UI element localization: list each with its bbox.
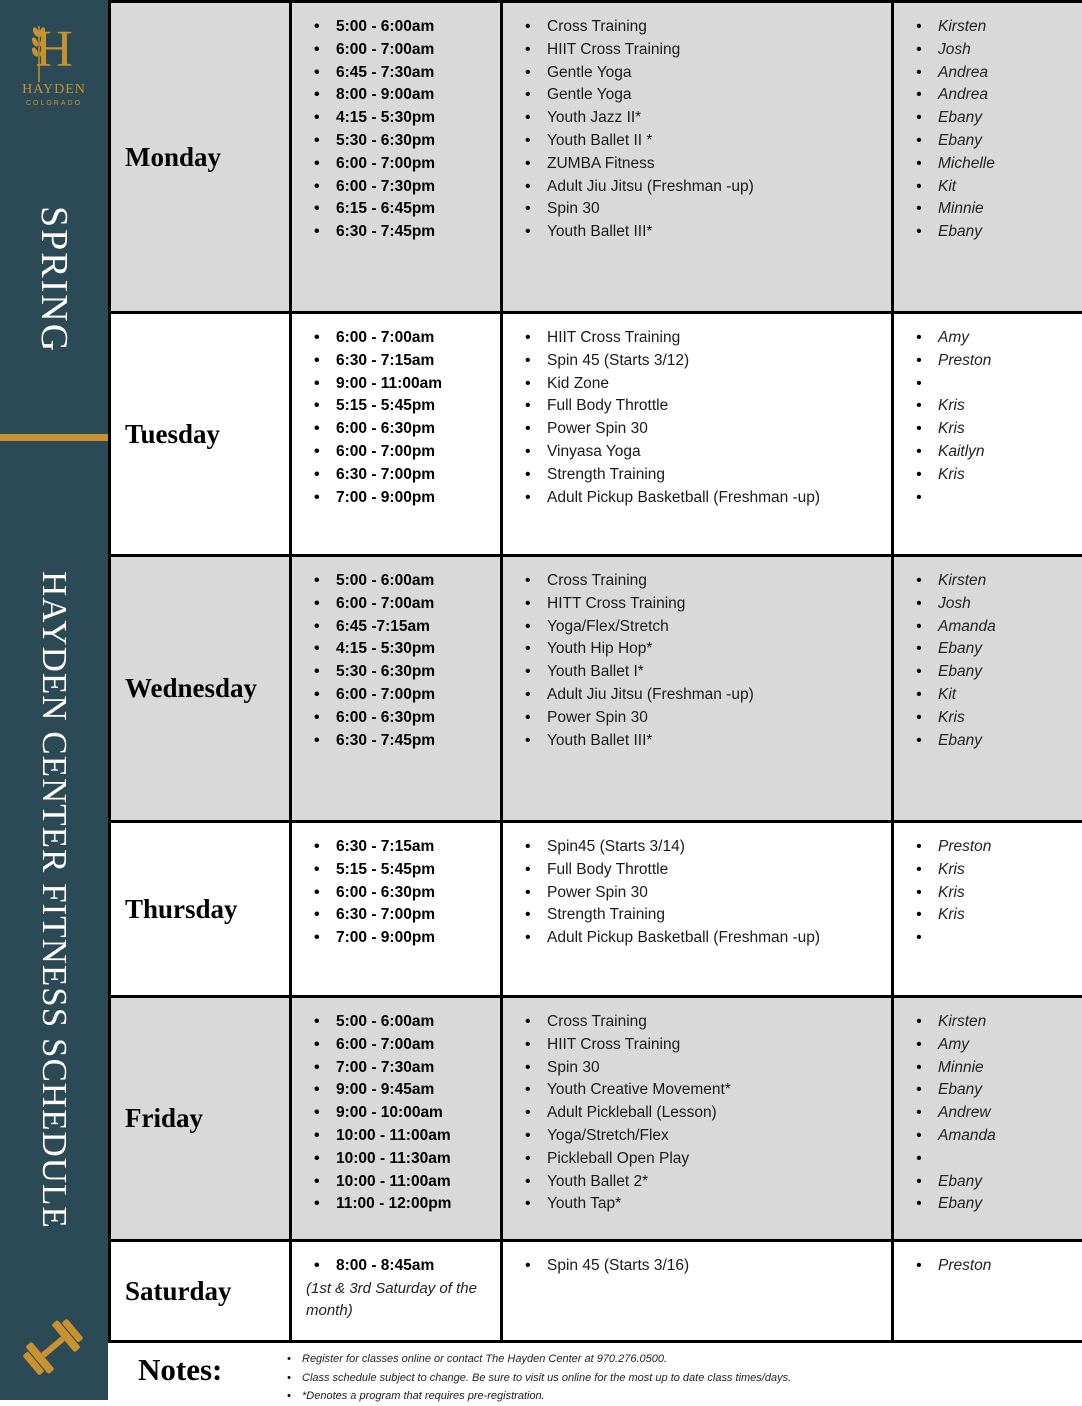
- instructor-item: • Amanda: [938, 1125, 1082, 1148]
- class-item: • Strength Training: [547, 464, 891, 487]
- schedule-title: HAYDEN CENTER FITNESS SCHEDULE: [0, 505, 108, 1295]
- instructor-list: [894, 1242, 1082, 1278]
- instructor-item: • Kaitlyn: [938, 441, 1082, 464]
- instructor-item: • Minnie: [938, 1057, 1082, 1080]
- class-item: • Adult Jiu Jitsu (Freshman -up): [547, 684, 891, 707]
- notes-label: Notes:: [138, 1352, 222, 1388]
- instructor-item: • Kris: [938, 464, 1082, 487]
- instructor-item: • Ebany: [938, 661, 1082, 684]
- class-cell: [502, 556, 893, 822]
- time-item: • 10:00 - 11:00am: [336, 1171, 500, 1194]
- instructor-cell: [893, 313, 1082, 556]
- day-row-wednesday: [110, 556, 1082, 822]
- time-list: [292, 314, 500, 509]
- class-item: • Youth Ballet II *: [547, 130, 891, 153]
- instructor-item: • Andrea: [938, 84, 1082, 107]
- instructor-item: • Preston: [938, 350, 1082, 373]
- time-item: • 6:30 - 7:15am: [336, 350, 500, 373]
- instructor-item: • Ebany: [938, 1171, 1082, 1194]
- instructor-item: • Kit: [938, 176, 1082, 199]
- time-item: • 5:00 - 6:00am: [336, 1011, 500, 1034]
- instructor-cell: [893, 822, 1082, 997]
- time-item: • 6:30 - 7:00pm: [336, 904, 500, 927]
- time-item: • 5:15 - 5:45pm: [336, 395, 500, 418]
- time-list: [292, 3, 500, 244]
- time-item: • 8:00 - 9:00am: [336, 84, 500, 107]
- class-item: • Youth Ballet III*: [547, 730, 891, 753]
- time-item: • 6:00 - 7:00am: [336, 1034, 500, 1057]
- class-item: • Youth Hip Hop*: [547, 638, 891, 661]
- time-item: • 6:00 - 7:00am: [336, 39, 500, 62]
- time-item: • 6:00 - 7:00pm: [336, 153, 500, 176]
- class-item: • Strength Training: [547, 904, 891, 927]
- time-item: • 7:00 - 7:30am: [336, 1057, 500, 1080]
- class-item: • Kid Zone: [547, 373, 891, 396]
- time-cell: [291, 822, 502, 997]
- time-cell: [291, 997, 502, 1241]
- instructor-item: • Josh: [938, 39, 1082, 62]
- class-item: • Youth Tap*: [547, 1193, 891, 1216]
- time-item: • 6:30 - 7:15am: [336, 836, 500, 859]
- day-row-monday: [110, 2, 1082, 313]
- class-item: • Adult Pickleball (Lesson): [547, 1102, 891, 1125]
- time-item: • 6:45 -7:15am: [336, 616, 500, 639]
- instructor-list: [894, 557, 1082, 752]
- day-row-saturday: [110, 1241, 1082, 1342]
- time-item: • 5:15 - 5:45pm: [336, 859, 500, 882]
- instructor-list: [894, 998, 1082, 1216]
- note-item: • Register for classes online or contact The Hayden Center at 970.276.0500.: [302, 1350, 791, 1369]
- day-row-thursday: [110, 822, 1082, 997]
- day-name: Thursday: [110, 822, 291, 997]
- class-item: • Cross Training: [547, 570, 891, 593]
- class-item: • HIIT Cross Training: [547, 1034, 891, 1057]
- instructor-item: • Amy: [938, 1034, 1082, 1057]
- class-item: • Spin 30: [547, 198, 891, 221]
- logo-location: COLORADO: [10, 100, 98, 107]
- instructor-item: [938, 373, 1082, 396]
- time-item: • 6:30 - 7:45pm: [336, 221, 500, 244]
- instructor-item: • Kit: [938, 684, 1082, 707]
- instructor-item: • Amanda: [938, 616, 1082, 639]
- time-item: • 7:00 - 9:00pm: [336, 487, 500, 510]
- instructor-item: [938, 487, 1082, 510]
- class-item: • HIIT Cross Training: [547, 39, 891, 62]
- logo-name: HAYDEN: [10, 82, 98, 98]
- instructor-item: • Preston: [938, 1255, 1082, 1278]
- day-name: Friday: [110, 997, 291, 1241]
- class-item: • Cross Training: [547, 16, 891, 39]
- time-item: • 6:00 - 7:30pm: [336, 176, 500, 199]
- time-cell: [291, 2, 502, 313]
- time-item: • 6:00 - 7:00am: [336, 593, 500, 616]
- instructor-item: • Michelle: [938, 153, 1082, 176]
- time-item: • 6:00 - 7:00am: [336, 327, 500, 350]
- logo-letter: H: [10, 22, 98, 78]
- class-cell: [502, 2, 893, 313]
- time-item: • 11:00 - 12:00pm: [336, 1193, 500, 1216]
- instructor-item: • Kris: [938, 418, 1082, 441]
- time-item: • 5:00 - 6:00am: [336, 16, 500, 39]
- day-row-tuesday: [110, 313, 1082, 556]
- day-name: Saturday: [110, 1241, 291, 1342]
- class-item: • Gentle Yoga: [547, 62, 891, 85]
- class-item: • Power Spin 30: [547, 418, 891, 441]
- class-list: [503, 1242, 891, 1278]
- time-list: [292, 1242, 500, 1278]
- class-item: • Adult Pickup Basketball (Freshman -up): [547, 927, 891, 950]
- class-item: • Youth Ballet 2*: [547, 1171, 891, 1194]
- time-item: • 6:00 - 7:00pm: [336, 441, 500, 464]
- note-item: • *Denotes a program that requires pre-registration.: [302, 1387, 791, 1406]
- time-item: • 5:30 - 6:30pm: [336, 130, 500, 153]
- class-item: • Gentle Yoga: [547, 84, 891, 107]
- class-list: [503, 557, 891, 752]
- hayden-logo: [10, 18, 98, 114]
- class-item: • Pickleball Open Play: [547, 1148, 891, 1171]
- time-item: • 6:00 - 7:00pm: [336, 684, 500, 707]
- time-item: • 5:00 - 6:00am: [336, 570, 500, 593]
- instructor-item: • Ebany: [938, 730, 1082, 753]
- class-item: • Spin 45 (Starts 3/16): [547, 1255, 891, 1278]
- class-cell: [502, 822, 893, 997]
- class-item: • Full Body Throttle: [547, 395, 891, 418]
- class-item: • Youth Ballet III*: [547, 221, 891, 244]
- time-item: • 6:00 - 6:30pm: [336, 882, 500, 905]
- time-item: • 4:15 - 5:30pm: [336, 107, 500, 130]
- time-item: • 6:15 - 6:45pm: [336, 198, 500, 221]
- class-cell: [502, 313, 893, 556]
- class-item: • Yoga/Stretch/Flex: [547, 1125, 891, 1148]
- class-item: • Adult Pickup Basketball (Freshman -up): [547, 487, 891, 510]
- schedule-body: [110, 2, 1082, 1342]
- sidebar: [0, 0, 108, 1400]
- schedule-table: [108, 0, 1082, 1343]
- time-item: • 10:00 - 11:30am: [336, 1148, 500, 1171]
- instructor-cell: [893, 556, 1082, 822]
- time-item: • 7:00 - 9:00pm: [336, 927, 500, 950]
- class-item: • Full Body Throttle: [547, 859, 891, 882]
- class-list: [503, 314, 891, 509]
- class-item: • HIIT Cross Training: [547, 327, 891, 350]
- instructor-item: • Kirsten: [938, 570, 1082, 593]
- instructor-item: • Ebany: [938, 107, 1082, 130]
- season-label: SPRING: [0, 190, 108, 370]
- gold-divider: [0, 434, 108, 441]
- instructor-item: • Preston: [938, 836, 1082, 859]
- time-item: • 5:30 - 6:30pm: [336, 661, 500, 684]
- instructor-list: [894, 3, 1082, 244]
- class-item: • Vinyasa Yoga: [547, 441, 891, 464]
- time-item: • 6:30 - 7:45pm: [336, 730, 500, 753]
- class-item: • Power Spin 30: [547, 707, 891, 730]
- class-item: • Youth Creative Movement*: [547, 1079, 891, 1102]
- instructor-item: • Kirsten: [938, 16, 1082, 39]
- instructor-item: • Minnie: [938, 198, 1082, 221]
- note-item: • Class schedule subject to change. Be sure to visit us online for the most up to date class times/days.: [302, 1369, 791, 1388]
- instructor-item: • Ebany: [938, 1079, 1082, 1102]
- instructor-item: • Andrea: [938, 62, 1082, 85]
- class-item: • Adult Jiu Jitsu (Freshman -up): [547, 176, 891, 199]
- time-cell: [291, 1241, 502, 1342]
- time-item: • 6:45 - 7:30am: [336, 62, 500, 85]
- instructor-item: • Kris: [938, 859, 1082, 882]
- class-list: [503, 3, 891, 244]
- instructor-cell: [893, 997, 1082, 1241]
- instructor-item: • Kirsten: [938, 1011, 1082, 1034]
- time-item: • 9:00 - 11:00am: [336, 373, 500, 396]
- day-row-friday: [110, 997, 1082, 1241]
- instructor-item: • Kris: [938, 904, 1082, 927]
- time-item: • 6:00 - 6:30pm: [336, 707, 500, 730]
- instructor-item: • Kris: [938, 395, 1082, 418]
- instructor-item: [938, 927, 1082, 950]
- class-item: • Spin 30: [547, 1057, 891, 1080]
- instructor-cell: [893, 1241, 1082, 1342]
- instructor-list: [894, 823, 1082, 950]
- class-cell: [502, 997, 893, 1241]
- time-list: [292, 557, 500, 752]
- instructor-item: • Ebany: [938, 1193, 1082, 1216]
- time-item: • 6:00 - 6:30pm: [336, 418, 500, 441]
- time-item: • 9:00 - 9:45am: [336, 1079, 500, 1102]
- class-item: • ZUMBA Fitness: [547, 153, 891, 176]
- class-list: [503, 998, 891, 1216]
- time-list: [292, 823, 500, 950]
- day-name: Tuesday: [110, 313, 291, 556]
- instructor-item: • Kris: [938, 707, 1082, 730]
- notes-list: [302, 1350, 791, 1406]
- day-name: Monday: [110, 2, 291, 313]
- instructor-list: [894, 314, 1082, 509]
- class-item: • Spin 45 (Starts 3/12): [547, 350, 891, 373]
- time-note: (1st & 3rd Saturday of the month): [292, 1278, 500, 1322]
- class-item: • Youth Ballet I*: [547, 661, 891, 684]
- class-item: • Power Spin 30: [547, 882, 891, 905]
- instructor-item: [938, 1148, 1082, 1171]
- instructor-cell: [893, 2, 1082, 313]
- instructor-item: • Ebany: [938, 638, 1082, 661]
- instructor-item: • Ebany: [938, 221, 1082, 244]
- class-list: [503, 823, 891, 950]
- time-list: [292, 998, 500, 1216]
- instructor-item: • Andrew: [938, 1102, 1082, 1125]
- instructor-item: • Amy: [938, 327, 1082, 350]
- instructor-item: • Kris: [938, 882, 1082, 905]
- class-cell: [502, 1241, 893, 1342]
- day-name: Wednesday: [110, 556, 291, 822]
- instructor-item: • Ebany: [938, 130, 1082, 153]
- time-cell: [291, 313, 502, 556]
- time-item: • 6:30 - 7:00pm: [336, 464, 500, 487]
- class-item: • Cross Training: [547, 1011, 891, 1034]
- dumbbell-icon: [20, 1316, 86, 1378]
- time-item: • 10:00 - 11:00am: [336, 1125, 500, 1148]
- instructor-item: • Josh: [938, 593, 1082, 616]
- class-item: • Spin45 (Starts 3/14): [547, 836, 891, 859]
- time-item: • 8:00 - 8:45am: [336, 1255, 500, 1278]
- class-item: • Youth Jazz II*: [547, 107, 891, 130]
- time-item: • 9:00 - 10:00am: [336, 1102, 500, 1125]
- time-item: • 4:15 - 5:30pm: [336, 638, 500, 661]
- class-item: • Yoga/Flex/Stretch: [547, 616, 891, 639]
- time-cell: [291, 556, 502, 822]
- class-item: • HITT Cross Training: [547, 593, 891, 616]
